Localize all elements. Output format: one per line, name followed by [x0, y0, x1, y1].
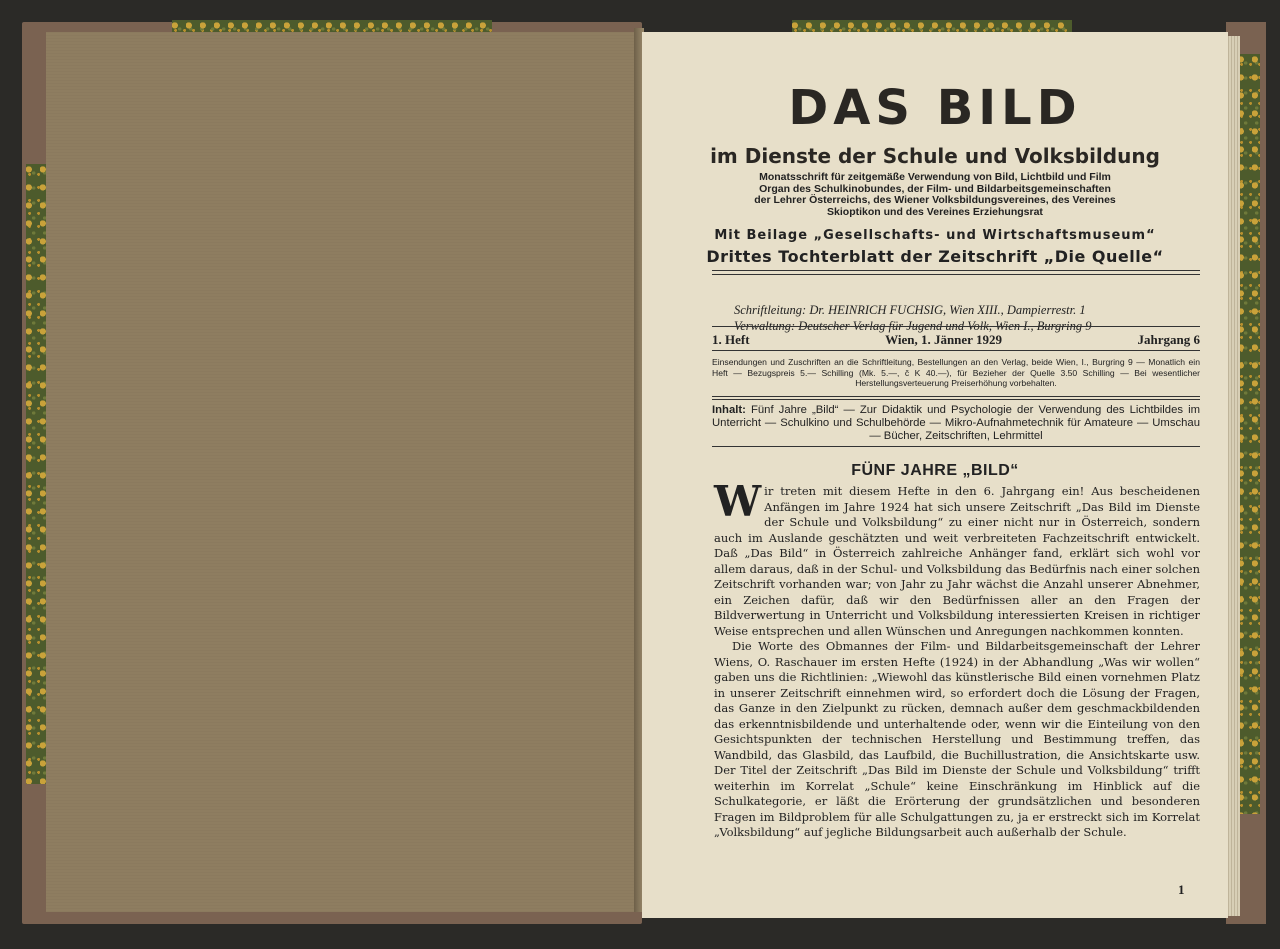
- contents-label: Inhalt:: [712, 404, 746, 416]
- page-edges: [1226, 36, 1240, 916]
- divider: [712, 326, 1200, 327]
- divider: [712, 446, 1200, 447]
- drop-cap: W: [714, 477, 762, 526]
- endpaper-left: [46, 32, 642, 912]
- paragraph-text: ir treten mit diesem Hefte in den 6. Jahrgang ein! Aus bescheidenen Anfängen im Jahre 1924 hat sich unsere Zeitschrift „Das Bild im Dienste der Schule und Volksbildung“ zu einer nicht nur in Österreich, sondern auch im Auslande geschätzten und weit verbreiteten Fachzeitschrift entwickelt. Daß „Das Bild“ in Österreich zahlreiche Anhänger fand, erklärt sich wohl vor allem daraus, daß in der Schul- und Volksbildung das Bedürfnis nach einer solchen Zeitschrift vorhanden war; von Jahr zu Jahr wächst die Anzahl unserer Abnehmer, ein Zeichen dafür, daß wir den Bedürfnissen aller an den Fragen der Bildverwertung in Unterricht und Volksbildung interessierten Kreisen in richtiger Weise entsprechen und allen Wünschen und Anregungen nachkommen konnten.: [714, 484, 1200, 638]
- divider: [712, 350, 1200, 351]
- description-line: Skioptikon und des Vereines Erziehungsrat: [827, 205, 1043, 218]
- divider: [712, 274, 1200, 275]
- divider: [712, 399, 1200, 400]
- table-of-contents: [712, 404, 1200, 443]
- issue-jahrgang: Jahrgang 6: [1137, 332, 1200, 347]
- masthead-beilage: Mit Beilage „Gesellschafts- und Wirtschaftsmuseum“: [714, 228, 1156, 243]
- description-line: Organ des Schulkinobundes, der Film- und Bildarbeitsgemeinschaften: [759, 182, 1111, 195]
- open-book: [22, 14, 1266, 932]
- masthead-tochterblatt: Drittes Tochterblatt der Zeitschrift „Die Quelle“: [706, 247, 1164, 266]
- journal-page: [642, 32, 1228, 918]
- publisher-line: Verwaltung: Deutscher Verlag für Jugend und Volk, Wien I., Burgring 9: [734, 319, 1092, 333]
- masthead-subtitle: im Dienste der Schule und Volksbildung: [710, 144, 1160, 168]
- description-line: Monatsschrift für zeitgemäße Verwendung von Bild, Lichtbild und Film: [759, 171, 1111, 183]
- editor-line: Schriftleitung: Dr. HEINRICH FUCHSIG, Wien XIII., Dampierrestr. 1: [734, 303, 1086, 317]
- issue-heft: 1. Heft: [712, 332, 750, 347]
- divider: [712, 396, 1200, 397]
- issue-line: [712, 332, 1200, 348]
- marbled-edge: [1238, 54, 1260, 814]
- article-paragraph: Die Worte des Obmannes der Film- und Bildarbeitsgemeinschaft der Lehrer Wiens, O. Raschauer im ersten Hefte (1924) in der Abhandlung „Was wir wollen“ gaben uns die Richtlinien: „Wiewohl das künstlerische Bild einen vornehmen Platz in unserer Zeitschrift einnehmen wird, so erfordert doch die Lösung der Fragen, das Ganze in den Zielpunkt zu rücken, demnach außer dem geschmackbildenden das erkenntnisbildende und unterhaltende oder, wenn wir die Einteilung von den Gesichtspunkten der technischen Herstellung und Bestimmung treffen, das Wandbild, das Glasbild, das Laufbild, die Buchillustration, die Ansichtskarte usw. Der Titel der Zeitschrift „Das Bild im Dienste der Schule und Volksbildung“ trifft weiterhin im Korrelat „Schule“ keine Einschränkung im Hinblick auf die Schulkategorie, er läßt die Erörterung der grundsätzlichen und besonderen Fragen im Bildproblem für alle Schulgattungen zu, ja er erstreckt sich im Korrelat „Volksbildung“ auf jegliche Bildungsarbeit auch außerhalb der Schule.: [714, 639, 1200, 839]
- marbled-edge: [792, 20, 1072, 32]
- description-line: der Lehrer Österreichs, des Wiener Volksbildungsvereines, des Vereines: [754, 194, 1116, 206]
- article-heading: FÜNF JAHRE „BILD“: [851, 462, 1019, 479]
- subscription-notice: Einsendungen und Zuschriften an die Schriftleitung, Bestellungen an den Verlag, beide Wien, I., Burgring 9 — Monatlich ein Heft — Bezugspreis 5.— Schilling (Mk. 5.—, č K 40.—), für Bezieher der Quelle 3.50 Schilling — Bei wesentlicher Herstellungsverteuerung Preiserhöhung vorbehalten.: [712, 357, 1200, 388]
- masthead-title: DAS BILD: [788, 80, 1082, 136]
- page-number: 1: [1178, 882, 1185, 897]
- editorial-info: [734, 302, 1194, 334]
- article-body: [714, 477, 1200, 841]
- masthead-description: [662, 172, 1208, 218]
- issue-date: Wien, 1. Jänner 1929: [885, 332, 1002, 347]
- article-paragraph: [714, 477, 1200, 639]
- contents-text: Fünf Jahre „Bild“ — Zur Didaktik und Psychologie der Verwendung des Lichtbildes im Unterricht — Schulkino und Schulbehörde — Mikro-Aufnahmetechnik für Amateure — Umschau — Bücher, Zeitschriften, Lehrmittel: [712, 404, 1201, 442]
- divider: [712, 270, 1200, 271]
